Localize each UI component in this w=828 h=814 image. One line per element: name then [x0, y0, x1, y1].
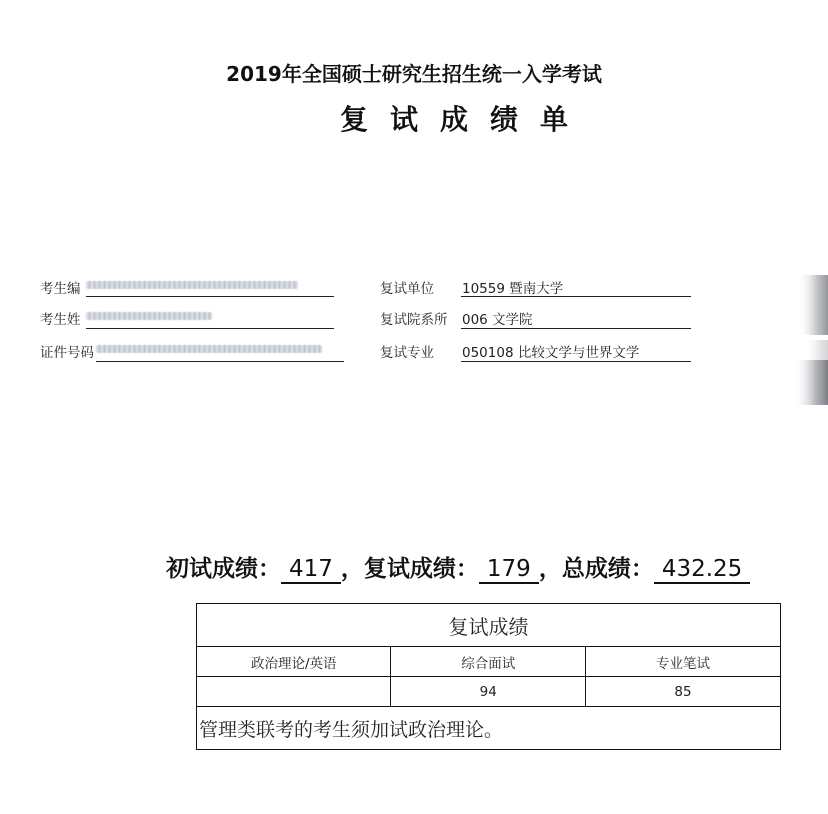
retest-unit-value: 10559 暨南大学: [462, 281, 564, 297]
id-number-label: 证件号码: [40, 345, 94, 361]
retest-dept-line: [461, 328, 691, 329]
total-score-value: 432.25: [654, 556, 750, 584]
document-subtitle: 复试成绩单: [340, 103, 591, 136]
retest-unit-line: [461, 296, 691, 297]
total-score-label: ，总成绩：: [538, 556, 654, 582]
column-politics-english: 政治理论/英语: [197, 647, 391, 677]
retest-score-table: [196, 603, 781, 750]
table-title: 复试成绩: [197, 604, 781, 647]
value-written-exam: 85: [585, 677, 780, 707]
exam-number-line: [86, 296, 334, 297]
exam-number-label: 考生编: [40, 281, 81, 297]
redacted-candidate-name: [86, 312, 212, 320]
retest-major-value: 050108 比较文学与世界文学: [462, 345, 640, 361]
column-interview: 综合面试: [391, 647, 585, 677]
retest-unit-label: 复试单位: [380, 281, 434, 297]
retest-score-label: ，复试成绩：: [340, 556, 479, 582]
value-politics-english: [197, 677, 391, 707]
score-summary: [166, 550, 750, 584]
id-number-line: [96, 361, 344, 362]
table-note: 管理类联考的考生须加试政治理论。: [197, 707, 781, 750]
retest-score-value: 179: [479, 556, 539, 584]
scan-smudge: [790, 240, 828, 440]
column-written-exam: 专业笔试: [585, 647, 780, 677]
value-interview: 94: [391, 677, 585, 707]
retest-dept-value: 006 文学院: [462, 312, 533, 328]
retest-major-label: 复试专业: [380, 345, 434, 361]
retest-dept-label: 复试院系所: [380, 312, 448, 328]
candidate-name-label: 考生姓: [40, 312, 81, 328]
candidate-name-line: [86, 328, 334, 329]
retest-major-line: [461, 361, 691, 362]
exam-title: 2019年全国硕士研究生招生统一入学考试: [226, 62, 602, 86]
initial-score-value: 417: [281, 556, 341, 584]
redacted-exam-number: [86, 281, 298, 289]
redacted-id-number: [96, 345, 322, 353]
initial-score-label: 初试成绩：: [166, 556, 281, 582]
